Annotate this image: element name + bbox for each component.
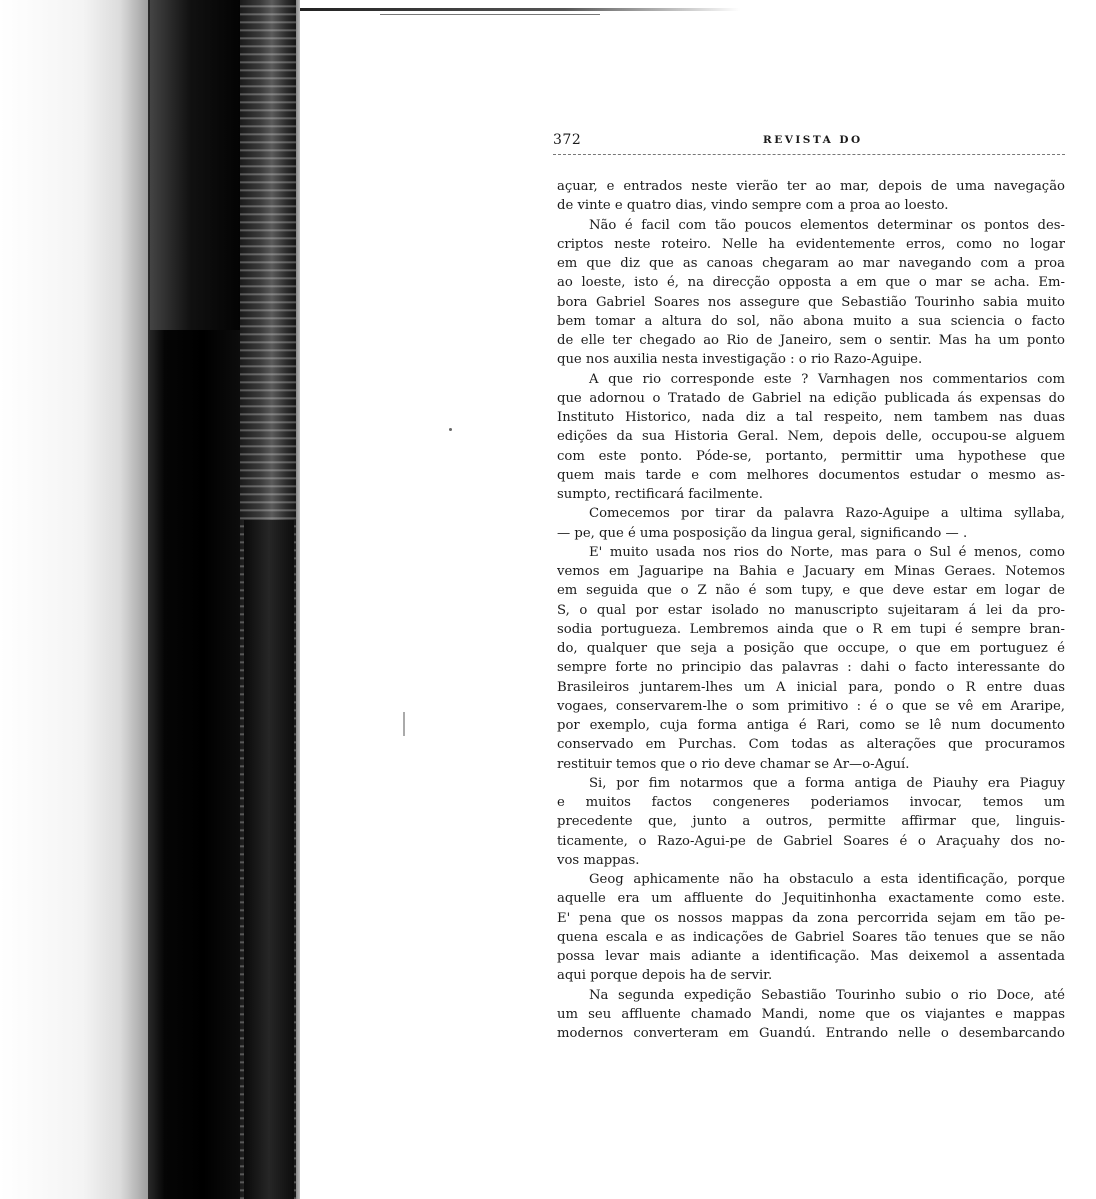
text-line: quem mais tarde e com melhores documentos estudar o mesmo as- bbox=[557, 467, 1065, 483]
text-line: Geog aphicamente não ha obstaculo a esta identificação, porque bbox=[589, 872, 1065, 887]
text-line: em que diz que as canoas chegaram ao mar navegando com a proa bbox=[557, 256, 1065, 271]
text-line: vemos em Jaguaripe na Bahia e Jacuary em Minas Geraes. Notemos bbox=[557, 564, 1065, 579]
text-line: precedente que, junto a outros, permitte affirmar que, linguis- bbox=[557, 814, 1065, 830]
text-line: Si, por fim notarmos que a forma antiga de Piauhy era Piaguy bbox=[589, 775, 1065, 791]
body-text bbox=[557, 177, 1065, 1043]
text-line: em seguida que o Z não é som tupy, e que deve estar em logar de bbox=[557, 583, 1065, 599]
text-line: aquelle era um affluente do Jequitinhonha exactamente como este. bbox=[557, 891, 1065, 907]
running-title: REVISTA DO bbox=[763, 134, 863, 146]
book-spine bbox=[0, 0, 300, 1199]
text-line: sumpto, rectificará facilmente. bbox=[557, 487, 763, 502]
text-line: aqui porque depois ha de servir. bbox=[557, 968, 773, 984]
spine-lower-edge bbox=[244, 520, 294, 1199]
text-line: vos mappas. bbox=[557, 852, 640, 868]
text-line: por exemplo, cuja forma antiga é Rari, como se lê num documento bbox=[557, 718, 1065, 733]
scan-speck bbox=[449, 428, 452, 431]
scan-speck bbox=[403, 712, 405, 736]
text-line: Brasileiros juntarem-lhes um A inicial para, pondo o R entre duas bbox=[557, 679, 1065, 695]
text-line: bora Gabriel Soares nos assegure que Sebastião Tourinho sabia muito bbox=[557, 294, 1065, 310]
text-line: do, qualquer que seja a posição que occupe, o que em portuguez é bbox=[557, 641, 1065, 656]
text-line: Comecemos por tirar da palavra Razo-Aguipe a ultima syllaba, bbox=[589, 506, 1065, 522]
page-fold bbox=[296, 0, 300, 1199]
text-line: — pe, que é uma posposição da lingua geral, significando — . bbox=[557, 525, 968, 541]
text-line: E' pena que os nossos mappas da zona percorrida sejam em tão pe- bbox=[557, 910, 1065, 926]
text-line: S, o qual por estar isolado no manuscripto sujeitaram á lei da pro- bbox=[557, 602, 1065, 618]
text-line: um seu affluente chamado Mandi, nome que os viajantes e mappas bbox=[557, 1006, 1065, 1022]
text-line: Instituto Historico, nada diz a tal respeito, nem tambem nas duas bbox=[557, 410, 1065, 425]
text-line: restituir temos que o rio deve chamar se Ar—o-Aguí. bbox=[557, 756, 910, 772]
text-line: ao loeste, isto é, na direcção opposta a em que o mar se acha. Em- bbox=[557, 275, 1065, 291]
top-scan-rule-thin bbox=[380, 14, 600, 15]
text-line: de elle ter chegado ao Rio de Janeiro, sem o sentir. Mas ha um ponto bbox=[557, 333, 1065, 348]
text-line: edições da sua Historia Geral. Nem, depois delle, occupou-se alguem bbox=[557, 429, 1065, 445]
text-line: e muitos factos congeneres poderiamos invocar, temos um bbox=[557, 795, 1065, 810]
text-line: modernos converteram em Guandú. Entrando nelle o desembarcando bbox=[557, 1026, 1065, 1041]
text-line: açuar, e entrados neste vierão ter ao mar, depois de uma navegação bbox=[557, 179, 1065, 194]
text-line: A que rio corresponde este ? Varnhagen nos commentarios com bbox=[589, 371, 1065, 387]
text-line: de vinte e quatro dias, vindo sempre com a proa ao loesto. bbox=[557, 198, 949, 214]
text-line: que nos auxilia nesta investigação : o rio Razo-Aguipe. bbox=[557, 352, 923, 368]
text-line: com este ponto. Póde-se, portanto, permittir uma hypothese que bbox=[557, 448, 1065, 464]
text-line: sempre forte no principio das palavras : dahi o facto interessante do bbox=[557, 660, 1065, 676]
page-header bbox=[553, 132, 1065, 154]
text-line: ticamente, o Razo-Agui-pe de Gabriel Soares é o Araçuahy dos no- bbox=[557, 833, 1065, 849]
top-scan-rule bbox=[300, 8, 740, 11]
text-line: Não é facil com tão poucos elementos determinar os pontos des- bbox=[589, 217, 1065, 233]
text-line: Na segunda expedição Sebastião Tourinho subio o rio Doce, até bbox=[589, 987, 1065, 1003]
header-rule bbox=[553, 154, 1065, 155]
text-line: criptos neste roteiro. Nelle ha evidentemente erros, como no logar bbox=[557, 236, 1065, 252]
text-line: sodia portugueza. Lembremos ainda que o R em tupi é sempre bran- bbox=[557, 621, 1065, 637]
text-line: vogaes, conservarem-lhe o som primitivo : é o que se vê em Araripe, bbox=[557, 698, 1065, 714]
text-line: conservado em Purchas. Com todas as alterações que procuramos bbox=[557, 737, 1065, 753]
text-line: quena escala e as indicações de Gabriel Soares tão tenues que se não bbox=[557, 929, 1065, 945]
page-number: 372 bbox=[553, 132, 582, 148]
spine-shadow-upper bbox=[150, 0, 250, 330]
text-line: bem tomar a altura do sol, não abona muito a sua sciencia o facto bbox=[557, 313, 1065, 329]
text-line: possa levar mais adiante a identificação. Mas deixemol a assentada bbox=[557, 949, 1065, 964]
text-line: que adornou o Tratado de Gabriel na edição publicada ás expensas do bbox=[557, 390, 1065, 406]
text-line: E' muito usada nos rios do Norte, mas para o Sul é menos, como bbox=[589, 544, 1065, 560]
binding-gutter bbox=[0, 0, 150, 1199]
